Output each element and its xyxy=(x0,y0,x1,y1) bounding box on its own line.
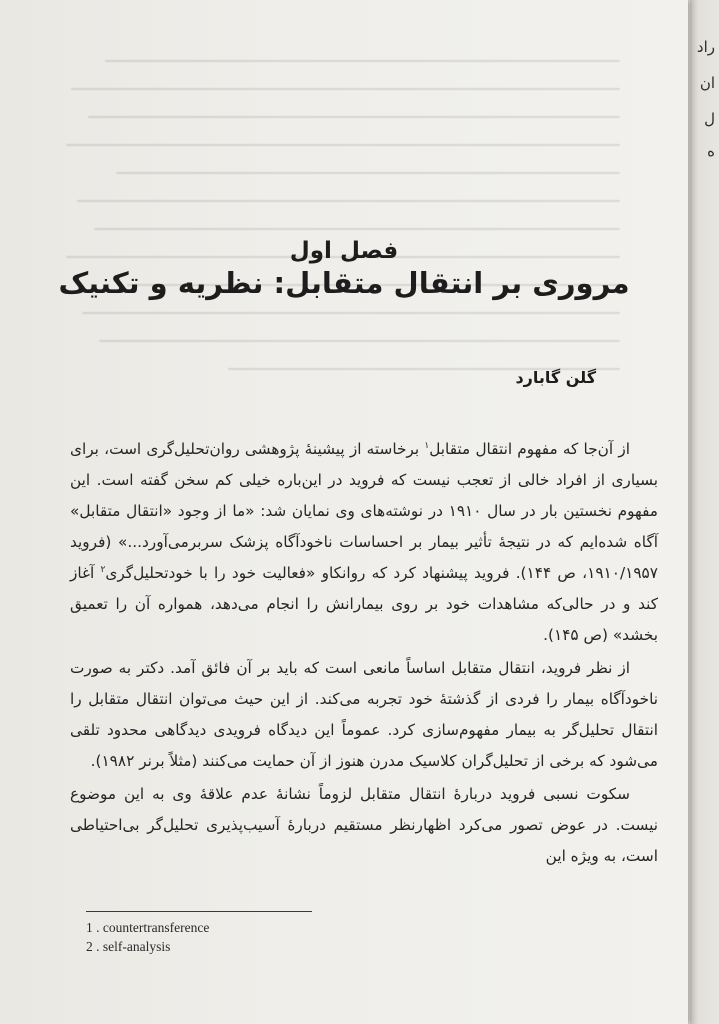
footnote-1: 1 . countertransference xyxy=(86,920,210,935)
paragraph-1-text-b: برخاسته از پیشینهٔ پژوهشی روان‌تحلیل‌گری است، برای بسیاری از افراد خالی از تعجب نیست که فروید در این‌باره خیلی کم سخن گفته است. این مفهوم نخستین بار در سال ۱۹۱۰ در نوشته‌های وی نمایان شد: «ما از وجود «انتقال متقابل» آگاه شده‌ایم که در نتیجهٔ تأثیر بیمار بر احساسات ناخودآگاه پزشک سربرمی‌آورد...» (فروید ۱۹۱۰/۱۹۵۷، ص ۱۴۴). فروید پیشنهاد کرد که روانکاو «فعالیت خود را با خودتحلیل‌گری xyxy=(70,440,659,582)
adjacent-page-edge xyxy=(690,0,719,1024)
adjacent-page-fragment: ل xyxy=(704,110,715,128)
footnote-ref-1: ۱ xyxy=(424,440,430,451)
footnote-divider xyxy=(86,911,312,912)
adjacent-page-fragment: ه xyxy=(707,142,715,160)
adjacent-page-fragment: راد xyxy=(696,38,715,56)
paragraph-1 xyxy=(70,434,658,651)
chapter-title: مروری بر انتقال متقابل: نظریه و تکنیک xyxy=(58,266,630,300)
chapter-label: فصل اول xyxy=(289,238,399,264)
paragraph-1-text-c: آغاز کند و در حالی‌که مشاهدات خود بر روی بیمارانش را انجام می‌دهد، همواره آن را تعمیق بخشد» (ص ۱۴۵). xyxy=(70,564,658,644)
author-name: گلن گابارد xyxy=(515,368,596,387)
adjacent-page-fragment: ان xyxy=(699,74,715,92)
paragraph-1-text-a: از آن‌جا که مفهوم انتقال متقابل xyxy=(429,440,630,458)
footnotes xyxy=(86,918,209,956)
body-text xyxy=(70,434,658,874)
paragraph-3: سکوت نسبی فروید دربارهٔ انتقال متقابل لزوماً نشانهٔ عدم علاقهٔ وی به این موضوع نیست. در عوض تصور می‌کرد اظهارنظر مستقیم دربارهٔ آسیب‌پذیری تحلیل‌گر بی‌احتیاطی است، به ویژه این xyxy=(70,785,658,865)
paragraph-2: از نظر فروید، انتقال متقابل اساساً مانعی است که باید بر آن فائق آمد. دکتر به صورت ناخودآگاه بیمار را فردی از گذشتهٔ خود تجربه می‌کند. از این حیث می‌توان انتقال متقابل را انتقال تحلیل‌گر به بیمار مفهوم‌سازی کرد. عموماً این دیدگاه فرویدی دیدگاهی محدود تلقی می‌شود که برخی از تحلیل‌گران کلاسیک مدرن هنوز از آن حمایت می‌کنند (مثلاً برنر ۱۹۸۲). xyxy=(70,659,658,770)
footnote-ref-2: ۲ xyxy=(100,564,106,575)
footnote-2: 2 . self-analysis xyxy=(86,939,171,954)
